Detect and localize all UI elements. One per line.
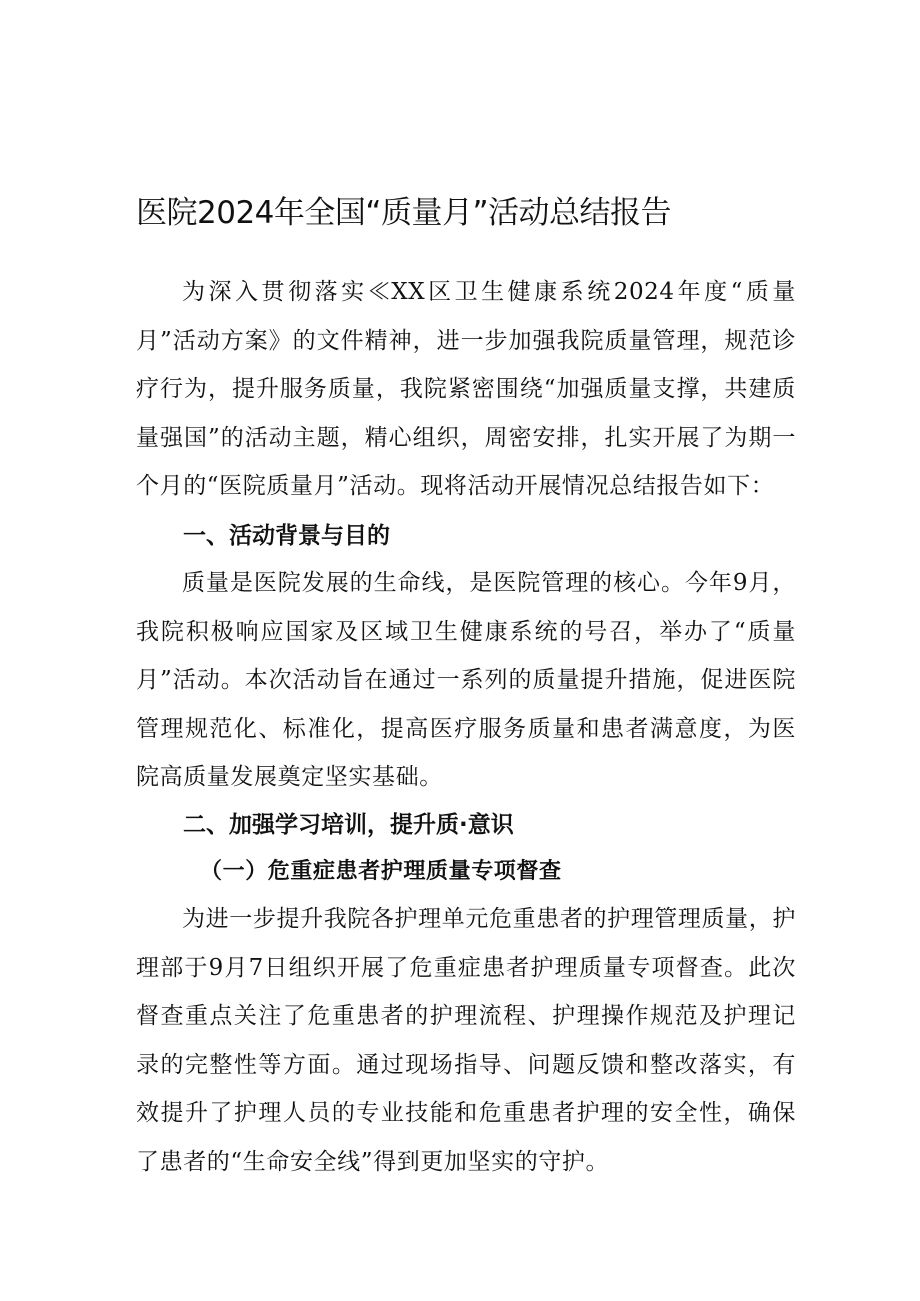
- subsection-paragraph-nursing-inspection: 为进一步提升我院各护理单元危重患者的护理管理质量，护理部于9月7日组织开展了危重症患者护理质量专项督查。此次督查重点关注了危重患者的护理流程、护理操作规范及护理记录的完整性等方面。通过现场指导、问题反馈和整改落实，有效提升了护理人员的专业技能和危重患者护理的安全性，确保了患者的“生命安全线”得到更加坚实的守护。: [136, 906, 796, 1175]
- document-title: 医院2024年全国“质量月”活动总结报告: [136, 194, 672, 231]
- section-heading-training: 二、加强学习培训，提升质·意识: [183, 812, 514, 838]
- section-paragraph-background: 质量是医院发展的生命线，是医院管理的核心。今年9月，我院积极响应国家及区域卫生健康系统的号召，举办了“质量月”活动。本次活动旨在通过一系列的质量提升措施，促进医院管理规范化、标准化，提高医疗服务质量和患者满意度，为医院高质量发展奠定坚实基础。: [136, 570, 796, 791]
- subsection-heading-nursing-inspection: （一）危重症患者护理质量专项督查: [200, 858, 562, 884]
- section-heading-background: 一、活动背景与目的: [183, 523, 390, 549]
- intro-paragraph: 为深入贯彻落实≪XX区卫生健康系统2024年度“质量月”活动方案》的文件精神，进一步加强我院质量管理，规范诊疗行为，提升服务质量，我院紧密围绕“加强质量支撑，共建质量强国”的活动主题，精心组织，周密安排，扎实开展了为期一个月的“医院质量月”活动。现将活动开展情况总结报告如下：: [136, 279, 796, 500]
